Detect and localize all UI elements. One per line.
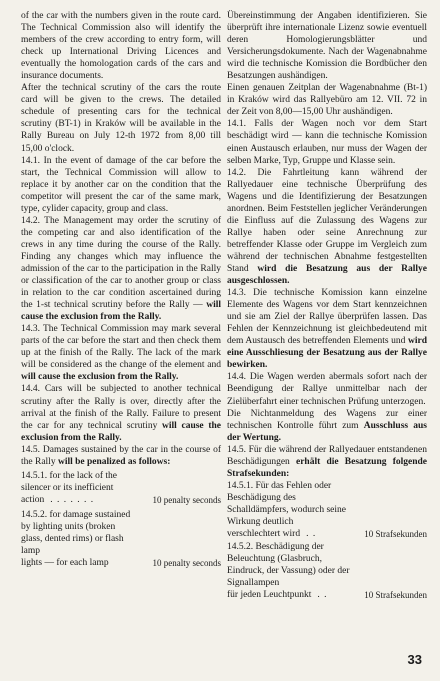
dot-leader: . . . . . . . — [50, 494, 95, 505]
section-14-4: 14.4. Die Wagen werden abermals sofort nach der Beendigung der Rallye unmittelbar nach der Zielüberfahrt einer technischen Prüfung unterzogen. — [227, 372, 427, 407]
penalty-desc: 14.5.2. Beschädigung der Beleuchtung (Glasbruch, Eindruck, der Vassung) oder der Signallampen — [227, 542, 350, 589]
emphasis: will be penalized as follows: — [57, 456, 171, 467]
emphasis: wird die Besatzung aus der Rallye ausgeschlossen. — [227, 263, 428, 287]
paragraph: of the car with the numbers given in the route card. The Technical Commission also will identify the members of the crew according to entry form, will check up International Driving Licences and eventually the homologation cards of the cars and insurance documents. — [21, 11, 221, 82]
section-14-3 — [227, 287, 427, 371]
penalty-item — [21, 509, 133, 557]
paragraph: Einen genauen Zeitplan der Wagenabnahme (Bt-1) in Kraków wird das Rallyebüro am 12. VII. 72 in der Zeit von 8,00—15,00 Uhr aushändigen. — [227, 83, 427, 118]
emphasis: will cause the exclusion from the Rally. — [21, 300, 222, 323]
english-column — [21, 10, 221, 569]
section-14-3 — [21, 323, 221, 383]
section-14-4-b — [227, 408, 427, 444]
penalty-line — [227, 589, 427, 601]
paragraph: After the technical scrutiny of the cars the route card will be given to the crews. The detailed schedule of presenting cars for the technical scrutiny (BT-1) in Kraków will be available in the Rally Bureau on July 12-th 1972 from 8,00 till 15,00 o'clock. — [21, 83, 221, 154]
penalty-amount: 10 Strafsekunden — [364, 529, 427, 540]
section-text: 14.3. The Technical Commission may mark several parts of the car before the start and then check them up at the finish of the Rally. The lack of the mark will be considered as the change of the element and — [21, 324, 221, 371]
section-text: 14.2. Die Fahrtleitung kann während der Rallyedauer eine technische Überprüfung des Wagens und die Identifizierung der Besatzungen anordnen. Beim Feststellen jeglicher Veränderungen die Einfluss auf die Zulassung des Wagens zur Rallye haben oder seine Anrechnung zur betreffender Klasse oder Gruppe im Vergleich zum während der technischen Abnahme festgestellten Stand — [227, 167, 427, 274]
penalty-line — [227, 528, 427, 540]
penalty-amount: 10 Strafsekunden — [364, 590, 427, 601]
emphasis: will cause the exclusion from the Rally. — [21, 420, 221, 443]
penalty-desc: lights — for each lamp — [21, 558, 109, 569]
section-text: Die Nichtanmeldung des Wagens zur einer technischen Kontrolle führt zum — [227, 408, 427, 431]
penalty-line — [21, 557, 221, 569]
section-text: 14.5. Damages sustained by the car in the course of the Rally — [21, 444, 221, 467]
section-text: 14.5. Für die während der Rallyedauer entstandenen Beschädigungen — [227, 444, 427, 467]
dot-leader: . . — [306, 529, 317, 540]
emphasis: wird eine Ausschliesung der Besatzung aus der Rallye bewirken. — [227, 336, 428, 371]
penalty-item — [21, 470, 141, 494]
section-14-4 — [21, 383, 221, 443]
paragraph: Übereinstimmung der Angaben identifizieren. Sie überprüft ihre internationale Lizenz sowie eventuell deren Homologierungsblätter und Versicherungsdokumente. Nach der Wagenabnahme wird die technische Komission die Bordbücher den Besatzungen aushändigen. — [227, 11, 427, 82]
section-14-5 — [21, 444, 221, 468]
section-text: 14.4. Cars will be subjected to another technical scrutiny after the Rally is over, directly after the arrival at the finish of the Rally. Failure to present the car for any technical scrutiny — [21, 384, 221, 431]
penalty-desc: verschlechtert wird — [227, 529, 301, 540]
section-14-5 — [227, 444, 427, 480]
penalty-desc: 14.5.1. for the lack of the silencer or its inefficient — [21, 470, 118, 493]
penalty-item — [227, 541, 355, 589]
penalty-amount: 10 penalty seconds — [152, 558, 221, 569]
penalty-desc: für jeden Leuchtpunkt — [227, 590, 312, 601]
penalty-line — [21, 494, 221, 506]
german-column — [227, 10, 427, 601]
section-text: 14.3. Die technische Komission kann einzelne Elemente des Wagens vor dem Start kennzeichnen und sie am Ziel der Rallye überprüfen lassen. Das Fehlen der Kennzeichnung ist gleichbedeutend mit dem Austausch des betreffenden Elements und — [227, 288, 427, 347]
penalty-desc: 14.5.1. Für das Fehlen oder Beschädigung des Schalldämpfers, wodurch seine Wirkung deutlich — [227, 480, 346, 527]
emphasis: will cause the exclusion from the Rally. — [21, 372, 179, 383]
penalty-desc: 14.5.2. for damage sustained by lighting units (broken glass, dented rims) or flash lamp — [21, 509, 131, 557]
page-number: 33 — [407, 652, 422, 667]
dot-leader: . . — [317, 590, 328, 601]
section-text: 14.2. The Management may order the scrutiny of the competing car and also identification of the crews in any time during the course of the Rally. Finding any changes which may influence the admission of the car to the participation in the Rally or classification of the car to another group or class in relation to the car condition ascertained during the 1-st technical scrutiny before the Rally — — [21, 215, 221, 311]
penalty-amount: 10 penalty seconds — [152, 494, 221, 505]
section-14-1: 14.1. In the event of damage of the car before the start, the Technical Commission will allow to replace it by another car on the condition that the competitor will present the car of the same mark, type, cylider capacity, group and class. — [21, 155, 221, 214]
penalty-desc: action — [21, 494, 45, 505]
emphasis: Ausschluss aus der Wertung. — [227, 420, 428, 443]
emphasis: erhält die Besatzung folgende Strafsekunden: — [227, 456, 427, 479]
section-14-1: 14.1. Falls der Wagen noch vor dem Start beschädigt wird — kann die technische Komission einen Austausch erlauben, nur muss der Wagen der selben Marke, Typ, Gruppe und Klasse sein. — [227, 119, 427, 166]
penalty-item — [227, 480, 355, 528]
section-14-2 — [227, 167, 427, 287]
section-14-2 — [21, 215, 221, 323]
